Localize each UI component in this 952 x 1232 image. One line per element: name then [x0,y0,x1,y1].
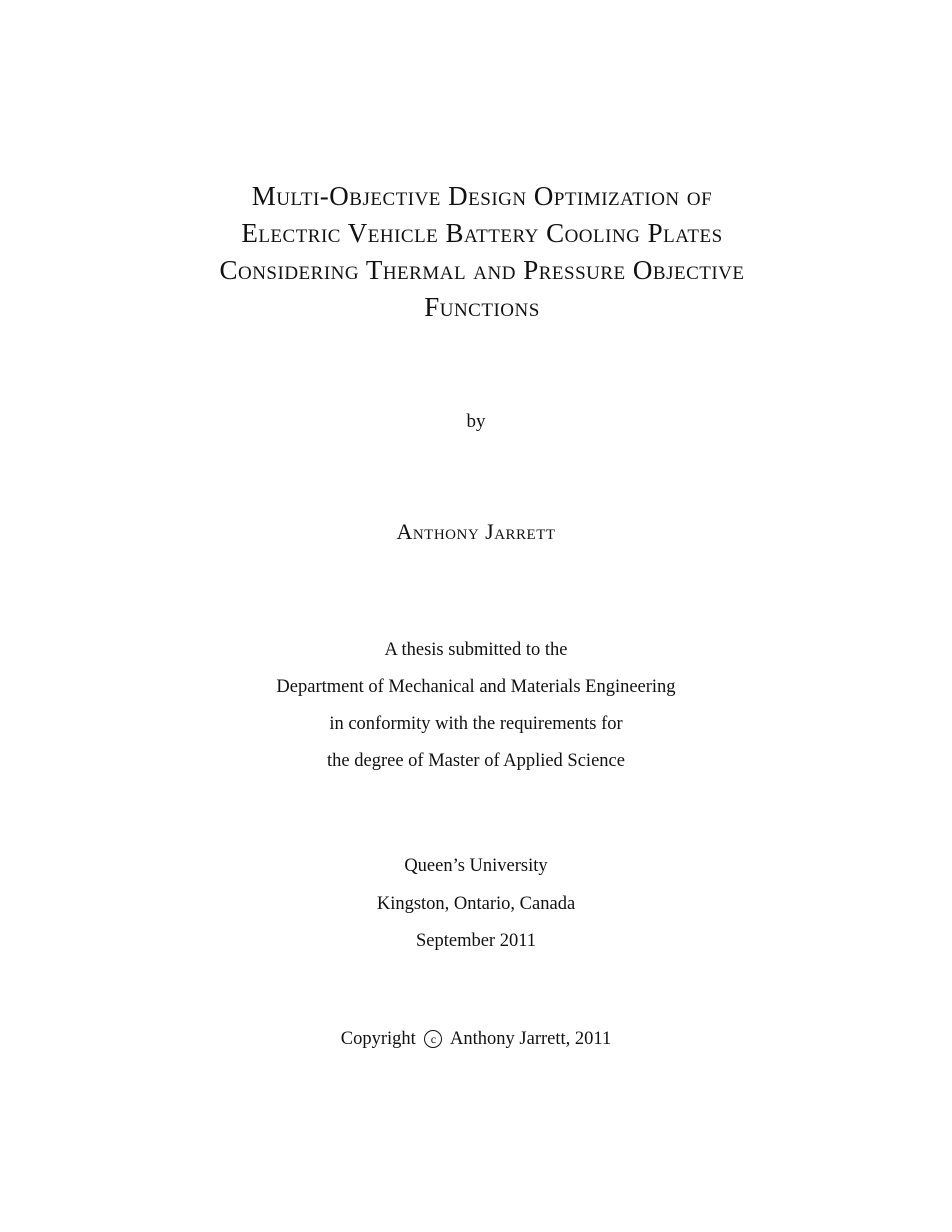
statement-line-2: Department of Mechanical and Materials Engineering [276,677,676,697]
statement-line-3: in conformity with the requirements for [329,714,623,734]
statement-line-4: the degree of Master of Applied Science [327,751,625,771]
university-name: Queen’s University [404,856,548,876]
institution-block [0,848,952,961]
degree-statement [0,632,952,780]
copyright-symbol-icon: c [424,1030,442,1048]
title-line-4: Functions [424,292,540,322]
copyright-prefix: Copyright [340,1029,416,1049]
university-location: Kingston, Ontario, Canada [376,893,576,914]
title-line-3: Considering Thermal and Pressure Objective [219,255,745,285]
statement-line-1: A thesis submitted to the [384,640,568,660]
copyright-holder: Anthony Jarrett, 2011 [450,1029,612,1049]
submission-date: September 2011 [415,931,537,951]
author-name: Anthony Jarrett [396,519,556,544]
by-label: by [466,411,486,432]
title-line-1: Multi-Objective Design Optimization of [251,181,713,211]
copyright-notice [0,1029,952,1050]
thesis-title [0,178,952,326]
title-line-2: Electric Vehicle Battery Cooling Plates [241,218,723,248]
